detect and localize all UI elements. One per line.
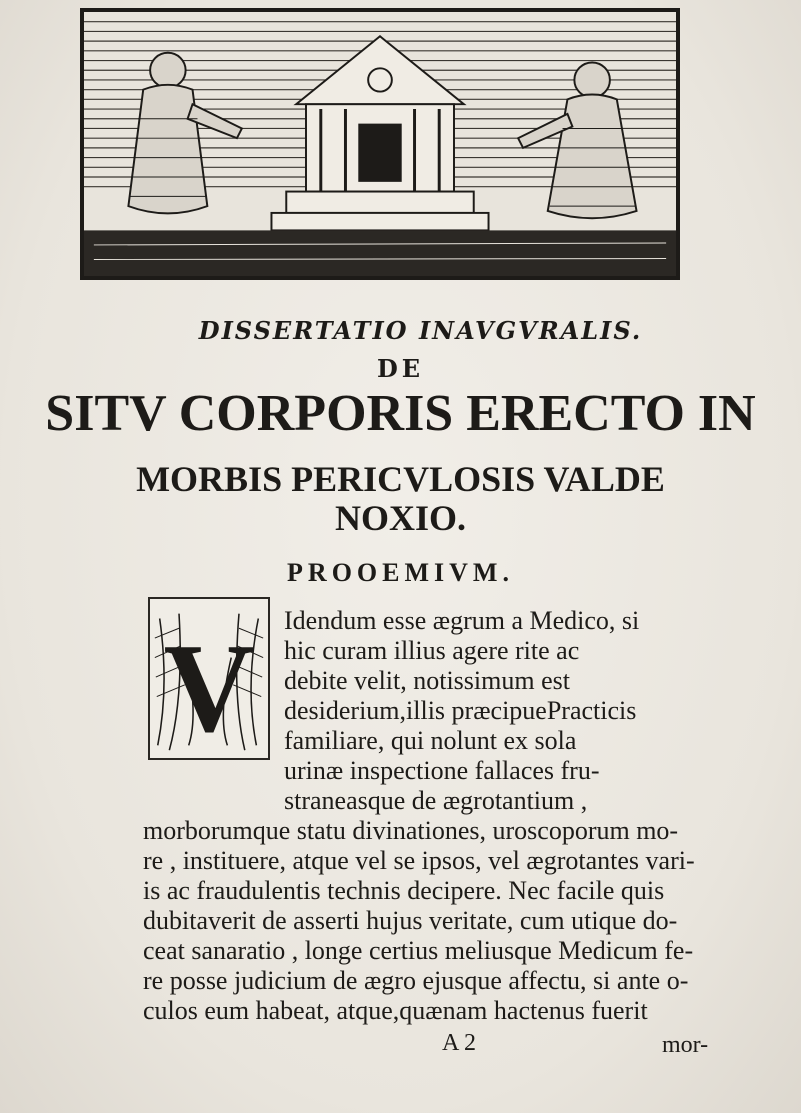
paragraph-line: ceat sanaratio , longe certius meliusque Medicum fe- (143, 936, 694, 965)
engraved-headpiece-image (80, 8, 680, 280)
paragraph-line: debite velit, notissimum est (284, 666, 570, 695)
paragraph-line: morborumque statu divinationes, uroscoporum mo- (143, 816, 679, 845)
title-line-1: SITV CORPORIS ERECTO IN (45, 385, 756, 442)
initial-letter: V (163, 618, 255, 758)
paragraph-line: is ac fraudulentis technis decipere. Nec facile quis (143, 876, 665, 905)
paragraph-line: re posse judicium de ægro ejusque affectu, si ante o- (143, 966, 689, 995)
paragraph-line: dubitaverit de asserti hujus veritate, cum utique do- (143, 906, 678, 935)
foliage-ornament (150, 599, 268, 758)
paragraph-line: Idendum esse ægrum a Medico, si (284, 606, 640, 635)
catchword: mor- (662, 1032, 709, 1058)
engraving-illustration (84, 12, 676, 276)
paragraph-line: hic curam illius agere rite ac (284, 636, 580, 665)
decorated-initial-v (148, 597, 270, 760)
title-line-3: NOXIO. (334, 498, 466, 538)
paragraph-line: culos eum habeat, atque,quænam hactenus fuerit (143, 996, 648, 1025)
dissertation-supertitle: DISSERTATIO INAVGVRALIS. (198, 316, 643, 345)
paragraph-line: desiderium,illis præcipuePracticis (284, 696, 637, 725)
paragraph-line: straneasque de ægrotantium , (284, 786, 588, 815)
title-line-2: MORBIS PERICVLOSIS VALDE (136, 459, 665, 499)
title-preposition: DE (376, 354, 425, 383)
section-heading: PROOEMIVM. (287, 558, 514, 587)
signature-mark: A 2 (442, 1030, 477, 1056)
paragraph-line: urinæ inspectione fallaces fru- (284, 756, 600, 785)
paragraph-line: familiare, qui nolunt ex sola (284, 726, 577, 755)
paragraph-line: re , instituere, atque vel se ipsos, vel ægrotantes vari- (143, 846, 695, 875)
